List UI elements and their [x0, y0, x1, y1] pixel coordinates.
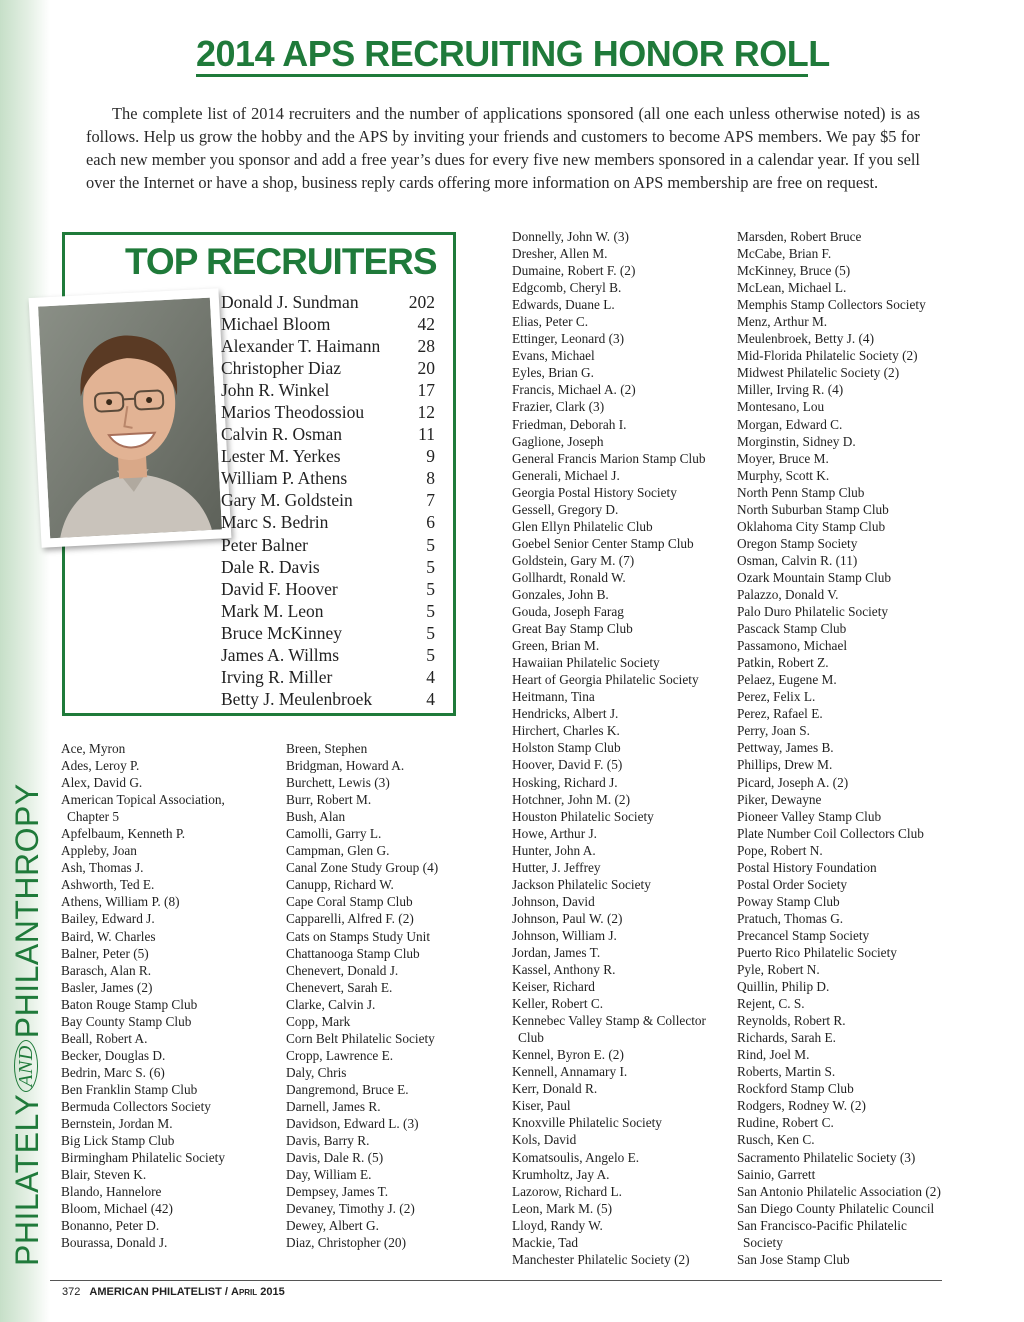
list-item: Pascack Stamp Club — [737, 621, 847, 637]
list-item: Donnelly, John W. (3) — [512, 229, 629, 244]
list-item: Dempsey, James T. — [286, 1184, 389, 1200]
top-recruiter-row — [221, 423, 435, 445]
recruiter-name: Irving R. Miller — [221, 666, 333, 687]
list-item: Davis, Dale R. (5) — [286, 1150, 384, 1166]
list-item: Kerr, Donald R. — [512, 1081, 598, 1097]
list-item: Generali, Michael J. — [512, 467, 620, 483]
list-item: Bedrin, Marc S. (6) — [61, 1064, 165, 1080]
list-item: Heart of Georgia Philatelic Society — [512, 672, 699, 688]
list-item: Bush, Alan — [286, 809, 346, 825]
list-item: Camolli, Garry L. — [286, 826, 382, 842]
top-recruiters-list — [221, 291, 435, 710]
recruiter-count: 20 — [417, 358, 435, 379]
list-item: Rodgers, Rodney W. (2) — [737, 1098, 866, 1114]
list-item: San Francisco-Pacific Philatelic — [737, 1217, 907, 1233]
list-item: Hoover, David F. (5) — [512, 757, 623, 773]
list-item: Krumholtz, Jay A. — [512, 1166, 610, 1182]
list-item: Devaney, Timothy J. (2) — [286, 1201, 415, 1217]
recruiter-count: 202 — [408, 292, 435, 312]
list-item: McKinney, Bruce (5) — [737, 263, 851, 279]
list-item: Patkin, Robert Z. — [737, 655, 829, 671]
list-item: Pelaez, Eugene M. — [737, 672, 837, 688]
list-item: Kennell, Annamary I. — [512, 1064, 628, 1080]
list-item: Day, William E. — [286, 1167, 372, 1183]
list-item: Dangremond, Bruce E. — [286, 1081, 409, 1097]
list-item: Great Bay Stamp Club — [512, 621, 633, 637]
recruiter-name: Christopher Diaz — [221, 358, 342, 379]
list-item: Breen, Stephen — [286, 741, 368, 756]
list-item: Johnson, Paul W. (2) — [512, 910, 623, 926]
list-item: Lazorow, Richard L. — [512, 1183, 622, 1199]
recruiter-name: Dale R. Davis — [221, 556, 320, 577]
top-recruiter-row — [221, 666, 435, 688]
intro-text: The complete list of 2014 recruiters and the number of applications sponsored (all one each unless otherwise noted) is as follows. Help us grow the hobby and the APS by inviting your friends and customers to become APS members. We pay $5 for each new member you sponsor and add a free year’s dues for every five new members sponsored in a calendar year. If you sell over the Internet or have a shop, business reply cards offering more information on APS membership are free on request. — [86, 104, 920, 192]
recruiter-count: 12 — [417, 402, 435, 423]
list-item: Osman, Calvin R. (11) — [737, 552, 858, 568]
list-item: Basler, James (2) — [61, 979, 153, 995]
list-item: Phillips, Drew M. — [737, 757, 833, 773]
list-item: Capparelli, Alfred F. (2) — [286, 911, 414, 927]
list-item: Athens, William P. (8) — [61, 894, 180, 910]
list-item: Menz, Arthur M. — [737, 314, 828, 330]
list-item: Big Lick Stamp Club — [61, 1133, 175, 1149]
list-item: Ozark Mountain Stamp Club — [737, 569, 892, 585]
list-item: Blair, Steven K. — [61, 1167, 147, 1183]
list-item: McCabe, Brian F. — [737, 246, 832, 262]
recruiter-count: 42 — [417, 314, 435, 335]
list-item: Goldstein, Gary M. (7) — [512, 552, 635, 568]
top-recruiter-row — [221, 401, 435, 423]
list-item: Marsden, Robert Bruce — [737, 229, 862, 244]
list-item: Gollhardt, Ronald W. — [512, 569, 626, 585]
list-item: Appleby, Joan — [61, 843, 137, 859]
section-banner — [6, 756, 48, 1266]
list-item: Gonzales, John B. — [512, 586, 609, 602]
recruiter-name: Michael Bloom — [221, 314, 331, 335]
list-item: Heitmann, Tina — [512, 689, 595, 705]
recruiter-count: 8 — [426, 468, 435, 489]
recruiter-name: John R. Winkel — [221, 380, 330, 401]
list-item: Roberts, Martin S. — [737, 1064, 836, 1080]
top-recruiter-row — [221, 511, 435, 533]
list-item: Kols, David — [512, 1132, 577, 1148]
list-item: Society — [743, 1234, 783, 1250]
list-item: Campman, Glen G. — [286, 843, 390, 859]
list-item: Kennebec Valley Stamp & Collector — [512, 1013, 706, 1029]
list-item: Cats on Stamps Study Unit — [286, 928, 431, 944]
banner-text-left: PHILATELY — [9, 1093, 45, 1266]
list-item: San Diego County Philatelic Council — [737, 1200, 935, 1216]
recruiter-count: 4 — [426, 666, 435, 687]
title-underline — [196, 74, 808, 77]
list-item: Johnson, David — [512, 893, 595, 909]
list-item: San Jose Stamp Club — [737, 1251, 850, 1267]
list-item: Hunter, John A. — [512, 842, 596, 858]
list-item: Houston Philatelic Society — [512, 808, 654, 824]
list-item: Green, Brian M. — [512, 638, 600, 654]
list-item: Bernstein, Jordan M. — [61, 1116, 173, 1132]
honor-roll-column-1 — [61, 740, 276, 1251]
list-item: North Suburban Stamp Club — [737, 501, 889, 517]
honor-roll-column-2 — [286, 740, 491, 1251]
list-item: Pope, Robert N. — [737, 842, 823, 858]
recruiter-name: Marios Theodossiou — [221, 402, 365, 423]
list-item: Daly, Chris — [286, 1064, 347, 1080]
list-item: Palo Duro Philatelic Society — [737, 604, 889, 620]
list-item: Bloom, Michael (42) — [61, 1201, 173, 1217]
list-item: Precancel Stamp Society — [737, 927, 870, 943]
list-item: Club — [518, 1030, 544, 1046]
list-item: Ashworth, Ted E. — [61, 877, 155, 893]
list-item: Elias, Peter C. — [512, 314, 589, 330]
list-item: Chapter 5 — [67, 809, 120, 825]
recruiter-count: 5 — [426, 578, 435, 599]
list-item: Baton Rouge Stamp Club — [61, 996, 198, 1012]
top-recruiter-row — [221, 445, 435, 467]
top-recruiter-row — [221, 379, 435, 401]
list-item: Plate Number Coil Collectors Club — [737, 825, 924, 841]
recruiter-name: Alexander T. Haimann — [221, 336, 381, 357]
list-item: Georgia Postal History Society — [512, 484, 677, 500]
top-recruiter-row — [221, 622, 435, 644]
recruiter-name: Betty J. Meulenbroek — [221, 688, 373, 709]
list-item: Canupp, Richard W. — [286, 877, 394, 893]
list-item: Edwards, Duane L. — [512, 297, 615, 313]
list-item: Bonanno, Peter D. — [61, 1218, 160, 1234]
list-item: Bermuda Collectors Society — [61, 1098, 211, 1114]
list-item: Perez, Felix L. — [737, 689, 816, 705]
list-item: Burr, Robert M. — [286, 792, 372, 808]
portrait-photo-icon — [29, 288, 232, 548]
list-item: Kennel, Byron E. (2) — [512, 1047, 624, 1063]
list-item: Perry, Joan S. — [737, 723, 811, 739]
list-item: Reynolds, Robert R. — [737, 1013, 846, 1029]
portrait-photo-svg — [38, 298, 222, 539]
and-mark: AND — [14, 1040, 38, 1092]
top-recruiter-row — [221, 556, 435, 578]
page-title: 2014 APS RECRUITING HONOR ROLL — [196, 33, 830, 74]
list-item: Johnson, William J. — [512, 927, 617, 943]
top-recruiter-row — [221, 644, 435, 666]
list-item: Pettway, James B. — [737, 740, 834, 756]
page-footer — [62, 1286, 285, 1298]
list-item: Corn Belt Philatelic Society — [286, 1030, 435, 1046]
top-recruiter-row — [221, 467, 435, 489]
recruiter-count: 11 — [418, 424, 435, 445]
list-item: Cropp, Lawrence E. — [286, 1047, 394, 1063]
list-item: Holston Stamp Club — [512, 740, 621, 756]
list-item: Jackson Philatelic Society — [512, 876, 651, 892]
recruiter-count: 17 — [417, 380, 435, 401]
list-item: Hutter, J. Jeffrey — [512, 859, 601, 875]
list-item: Leon, Mark M. (5) — [512, 1200, 613, 1216]
recruiter-count: 5 — [426, 556, 435, 577]
list-item: Rejent, C. S. — [737, 996, 805, 1012]
list-item: Davis, Barry R. — [286, 1133, 370, 1149]
list-item: Balner, Peter (5) — [61, 945, 149, 961]
list-item: Hawaiian Philatelic Society — [512, 655, 660, 671]
list-item: Canal Zone Study Group (4) — [286, 860, 439, 876]
recruiter-name: Marc S. Bedrin — [221, 512, 329, 533]
top-recruiter-row — [221, 313, 435, 335]
list-item: Quillin, Philip D. — [737, 979, 830, 995]
recruiter-count: 7 — [426, 490, 435, 511]
list-item: Hendricks, Albert J. — [512, 706, 619, 722]
list-item: Sacramento Philatelic Society (3) — [737, 1149, 916, 1165]
list-item: Howe, Arthur J. — [512, 825, 597, 841]
page-number: 372 — [62, 1286, 81, 1298]
recruiter-name: Gary M. Goldstein — [221, 490, 353, 511]
list-item: Gaglione, Joseph — [512, 433, 604, 449]
list-item: Chenevert, Sarah E. — [286, 979, 393, 995]
list-item: Kassel, Anthony R. — [512, 962, 616, 978]
top-recruiters-heading: TOP RECRUITERS — [125, 241, 437, 282]
list-item: Komatsoulis, Angelo E. — [512, 1149, 640, 1165]
recruiter-name: William P. Athens — [221, 468, 348, 489]
list-item: Keiser, Richard — [512, 979, 595, 995]
list-item: Friedman, Deborah I. — [512, 416, 627, 432]
list-item: Knoxville Philatelic Society — [512, 1115, 662, 1131]
list-item: Murphy, Scott K. — [737, 467, 830, 483]
top-recruiter-row — [221, 357, 435, 379]
top-recruiter-row — [221, 688, 435, 710]
recruiter-count: 5 — [426, 600, 435, 621]
list-item: Sainio, Garrett — [737, 1166, 816, 1182]
list-item: Evans, Michael — [512, 348, 595, 364]
top-recruiter-row — [221, 578, 435, 600]
list-item: Lloyd, Randy W. — [512, 1217, 603, 1233]
top-recruiter-row — [221, 600, 435, 622]
list-item: Copp, Mark — [286, 1013, 351, 1029]
list-item: Palazzo, Donald V. — [737, 586, 839, 602]
list-item: North Penn Stamp Club — [737, 484, 865, 500]
list-item: Ben Franklin Stamp Club — [61, 1081, 198, 1097]
list-item: Bay County Stamp Club — [61, 1013, 192, 1029]
list-item: Baird, W. Charles — [61, 928, 156, 944]
top-recruiters-box — [62, 232, 456, 716]
list-item: Becker, Douglas D. — [61, 1047, 166, 1063]
honor-roll-column-4 — [737, 228, 952, 1268]
list-item: Mackie, Tad — [512, 1234, 579, 1250]
list-item: Frazier, Clark (3) — [512, 399, 605, 415]
list-item: Ace, Myron — [61, 741, 126, 756]
list-item: Chenevert, Donald J. — [286, 962, 399, 978]
top-recruiter-row — [221, 534, 435, 556]
list-item: Darnell, James R. — [286, 1098, 381, 1114]
list-item: Manchester Philatelic Society (2) — [512, 1251, 690, 1267]
list-item: Postal Order Society — [737, 876, 848, 892]
list-item: Dumaine, Robert F. (2) — [512, 263, 636, 279]
intro-paragraph — [86, 102, 920, 194]
list-item: Francis, Michael A. (2) — [512, 382, 636, 398]
list-item: Clarke, Calvin J. — [286, 996, 376, 1012]
issue-date: April 2015 — [231, 1286, 285, 1298]
recruiter-name: Mark M. Leon — [221, 600, 324, 621]
list-item: Picard, Joseph A. (2) — [737, 774, 849, 790]
list-item: Bourassa, Donald J. — [61, 1235, 168, 1251]
list-item: Pyle, Robert N. — [737, 962, 820, 978]
list-item: Gessell, Gregory D. — [512, 501, 619, 517]
recruiter-count: 5 — [426, 622, 435, 643]
list-item: Rudine, Robert C. — [737, 1115, 834, 1131]
recruiter-count: 6 — [426, 512, 435, 533]
list-item: Postal History Foundation — [737, 859, 877, 875]
list-item: Hotchner, John M. (2) — [512, 791, 631, 807]
list-item: Davidson, Edward L. (3) — [286, 1116, 419, 1132]
list-item: Gouda, Joseph Farag — [512, 604, 624, 620]
list-item: Pioneer Valley Stamp Club — [737, 808, 882, 824]
list-item: Kiser, Paul — [512, 1098, 571, 1114]
list-item: Apfelbaum, Kenneth P. — [61, 826, 186, 842]
list-item: Oregon Stamp Society — [737, 535, 858, 551]
list-item: Miller, Irving R. (4) — [737, 382, 844, 398]
recruiter-name: Peter Balner — [221, 534, 308, 555]
top-recruiter-row — [221, 489, 435, 511]
list-item: Hirchert, Charles K. — [512, 723, 620, 739]
recruiter-count: 9 — [426, 446, 435, 467]
list-item: Poway Stamp Club — [737, 893, 840, 909]
list-item: Hosking, Richard J. — [512, 774, 618, 790]
list-item: Meulenbroek, Betty J. (4) — [737, 331, 875, 347]
list-item: Perez, Rafael E. — [737, 706, 823, 722]
list-item: Memphis Stamp Collectors Society — [737, 297, 926, 313]
list-item: Rusch, Ken C. — [737, 1132, 815, 1148]
list-item: Chattanooga Stamp Club — [286, 945, 420, 961]
recruiter-name: David F. Hoover — [221, 578, 338, 599]
list-item: Rockford Stamp Club — [737, 1081, 854, 1097]
list-item: Richards, Sarah E. — [737, 1030, 836, 1046]
list-item: Keller, Robert C. — [512, 996, 604, 1012]
list-item: Alex, David G. — [61, 775, 143, 791]
list-item: Mid-Florida Philatelic Society (2) — [737, 348, 918, 364]
top-recruiter-row — [221, 291, 435, 313]
list-item: Rind, Joel M. — [737, 1047, 810, 1063]
list-item: Dewey, Albert G. — [286, 1218, 379, 1234]
list-item: American Topical Association, — [61, 792, 225, 808]
list-item: Goebel Senior Center Stamp Club — [512, 535, 694, 551]
list-item: Edgcomb, Cheryl B. — [512, 280, 622, 296]
list-item: General Francis Marion Stamp Club — [512, 450, 706, 466]
list-item: Montesano, Lou — [737, 399, 825, 415]
list-item: Morgan, Edward C. — [737, 416, 843, 432]
honor-roll-column-3 — [512, 228, 727, 1268]
list-item: Ash, Thomas J. — [61, 860, 144, 876]
list-item: Beall, Robert A. — [61, 1030, 148, 1046]
list-item: Ettinger, Leonard (3) — [512, 331, 625, 347]
list-item: Moyer, Bruce M. — [737, 450, 829, 466]
top-recruiter-row — [221, 335, 435, 357]
list-item: Bridgman, Howard A. — [286, 758, 405, 774]
recruiter-count: 5 — [426, 644, 435, 665]
list-item: Puerto Rico Philatelic Society — [737, 944, 897, 960]
list-item: Jordan, James T. — [512, 944, 601, 960]
recruiter-name: Lester M. Yerkes — [221, 446, 341, 467]
recruiter-name: Donald J. Sundman — [221, 292, 359, 312]
recruiter-name: James A. Willms — [221, 644, 340, 665]
list-item: McLean, Michael L. — [737, 280, 847, 296]
list-item: Dresher, Allen M. — [512, 246, 608, 262]
list-item: Birmingham Philatelic Society — [61, 1150, 225, 1166]
list-item: Passamono, Michael — [737, 638, 848, 654]
recruiter-count: 5 — [426, 534, 435, 555]
footer-rule — [50, 1280, 942, 1281]
banner-text-right: PHILANTHROPY — [9, 783, 45, 1039]
recruiter-count: 28 — [417, 336, 435, 357]
recruiter-name: Bruce McKinney — [221, 622, 343, 643]
list-item: Blando, Hannelore — [61, 1184, 162, 1200]
list-item: Pratuch, Thomas G. — [737, 910, 844, 926]
list-item: San Antonio Philatelic Association (2) — [737, 1183, 941, 1199]
recruiter-name: Calvin R. Osman — [221, 424, 343, 445]
list-item: Glen Ellyn Philatelic Club — [512, 518, 653, 534]
list-item: Midwest Philatelic Society (2) — [737, 365, 900, 381]
list-item: Barasch, Alan R. — [61, 962, 152, 978]
list-item: Cape Coral Stamp Club — [286, 894, 413, 910]
list-item: Ades, Leroy P. — [61, 758, 140, 774]
list-item: Diaz, Christopher (20) — [286, 1235, 407, 1251]
list-item: Piker, Dewayne — [737, 791, 822, 807]
list-item: Eyles, Brian G. — [512, 365, 594, 381]
recruiter-count: 4 — [426, 688, 435, 709]
list-item: Burchett, Lewis (3) — [286, 775, 390, 791]
list-item: Oklahoma City Stamp Club — [737, 518, 886, 534]
magazine-name: AMERICAN PHILATELIST / — [89, 1286, 228, 1298]
list-item: Morginstin, Sidney D. — [737, 433, 856, 449]
list-item: Bailey, Edward J. — [61, 911, 155, 927]
